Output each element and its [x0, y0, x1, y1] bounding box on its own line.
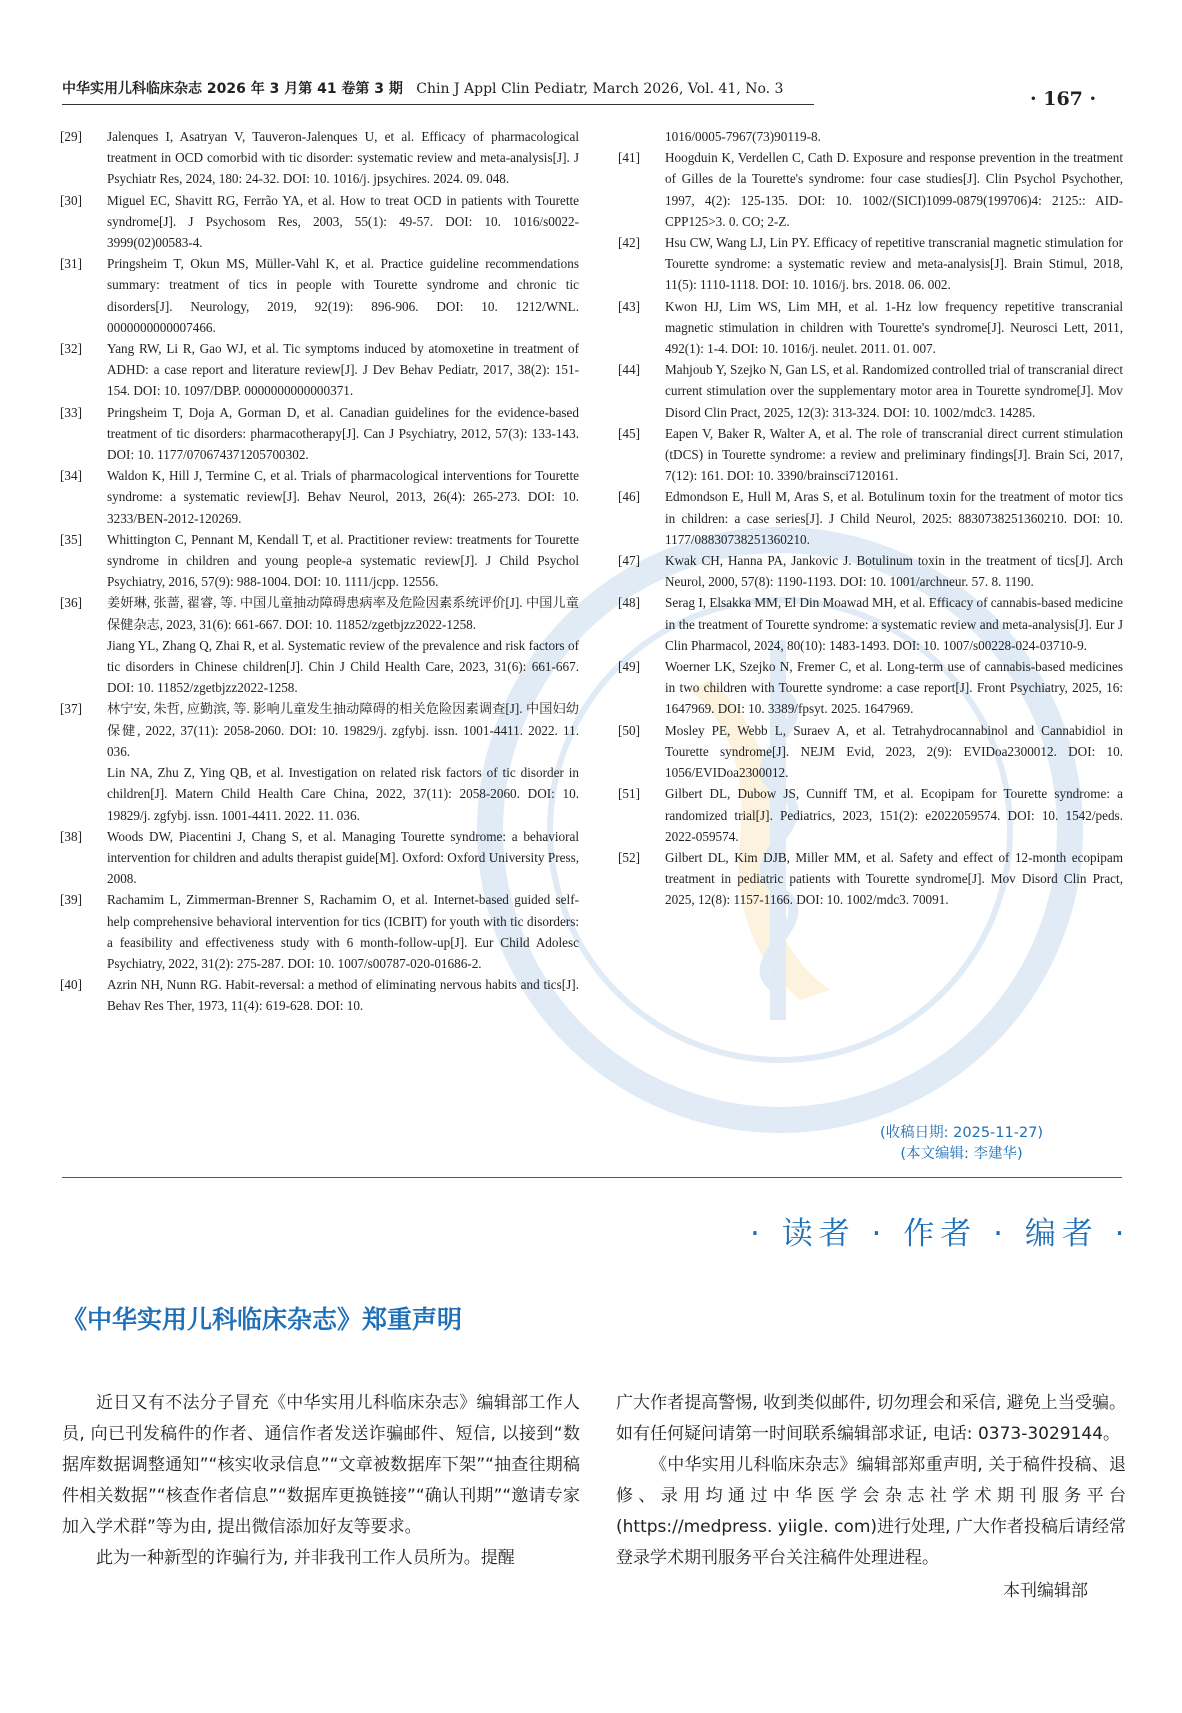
notice-left-column	[62, 1388, 580, 1574]
reference-entry: [35] Whittington C, Pennant M, Kendall T, et al. Practitioner review: treatments for Tourette syndrome in children and young people-a systematic review[J]. J Child Psychol Psychiatry, 2016, 57(9): 988-1004. DOI: 10. 1111/jcpp. 12556.	[60, 531, 579, 590]
running-header	[62, 78, 808, 98]
reference-entry: [51] Gilbert DL, Dubow JS, Cunniff TM, et al. Ecopipam for Tourette syndrome: a randomized trial[J]. Pediatrics, 2023, 151(2): e2022059574. DOI: 10. 1542/peds. 2022-059574.	[618, 786, 1123, 844]
reference-entry: [42] Hsu CW, Wang LJ, Lin PY. Efficacy of repetitive transcranial magnetic stimulation for Tourette syndrome: a systematic review and meta-analysis[J]. Brain Stimul, 2018, 11(5): 1110-1118. DOI: 10. 1016/j. brs. 2018. 06. 002.	[618, 235, 1123, 293]
journal-title-cn: 中华实用儿科临床杂志 2026 年 3 月第 41 卷第 3 期	[62, 81, 403, 97]
notice-signature: 本刊编辑部	[1003, 1581, 1088, 1601]
section-separator	[62, 1177, 1122, 1178]
reference-entry: [30] Miguel EC, Shavitt RG, Ferrão YA, et al. How to treat OCD in patients with Tourette syndrome[J]. J Psychosom Res, 2003, 55(1): 49-57. DOI: 10. 1016/s0022-3999(02)00583-4.	[60, 192, 579, 251]
reference-entry: [52] Gilbert DL, Kim DJB, Miller MM, et al. Safety and effect of 12-month ecopipam treatment in pediatric patients with Tourette syndrome[J]. Mov Disord Clin Pract, 2025, 12(8): 1157-1166. DOI: 10. 1002/mdc3. 70091.	[618, 849, 1123, 908]
reference-entry: [32] Yang RW, Li R, Gao WJ, et al. Tic symptoms induced by atomoxetine in treatment of ADHD: a case report and literature review[J]. J Dev Behav Pediatr, 2017, 38(2): 151-154. DOI: 10. 1097/DBP. 0000000000000371.	[60, 341, 579, 399]
reference-entry: [46] Edmondson E, Hull M, Aras S, et al. Botulinum toxin for the treatment of motor tics in children: a case series[J]. J Child Neurol, 2025: 8830738251360210. DOI: 10. 1177/08830738251360210.	[618, 489, 1123, 547]
reference-entry: [38] Woods DW, Piacentini J, Chang S, et al. Managing Tourette syndrome: a behavioral intervention for children and adults therapist guide[M]. Oxford: Oxford University Press, 2008.	[60, 828, 579, 887]
notice-paragraph: 广大作者提高警惕, 收到类似邮件, 切勿理会和采信, 避免上当受骗。如有任何疑问请第一时间联系编辑部求证, 电话: 0373-3029144。	[616, 1393, 1126, 1444]
references-left-column	[60, 126, 579, 1017]
reference-entry: [40] Azrin NH, Nunn RG. Habit-reversal: a method of eliminating nervous habits and tics[J]. Behav Res Ther, 1973, 11(4): 619-628. DOI: 10.	[60, 977, 579, 1014]
article-editor: (本文编辑: 李建华)	[900, 1146, 1023, 1162]
reference-entry: [44] Mahjoub Y, Szejko N, Gan LS, et al. Randomized controlled trial of transcranial direct current stimulation over the supplementary motor area in Tourette syndrome[J]. Mov Disord Clin Pract, 2025, 12(3): 313-324. DOI: 10. 1002/mdc3. 14285.	[618, 362, 1123, 420]
reference-entry-translation: Lin NA, Zhu Z, Ying QB, et al. Investigation on related risk factors of tic disorder in children[J]. Matern Child Health Care China, 2022, 37(11): 2058-2060. DOI: 10. 19829/j. zgfybj. issn. 1001-4411. 2022. 11. 036.	[107, 765, 579, 823]
reference-entry: [43] Kwon HJ, Lim WS, Lim MH, et al. 1-Hz low frequency repetitive transcranial magnetic stimulation in children with Tourette's syndrome[J]. Neurosci Lett, 2011, 492(1): 1-4. DOI: 10. 1016/j. neulet. 2011. 01. 007.	[618, 298, 1123, 357]
section-banner: · 读者 · 作者 · 编者 ·	[750, 1216, 1131, 1252]
reference-entry: [45] Eapen V, Baker R, Walter A, et al. The role of transcranial direct current stimulation (tDCS) in Tourette syndrome: a review and preliminary findings[J]. Brain Sci, 2017, 7(12): 161. DOI: 10. 3390/brainsci7120161.	[618, 425, 1123, 484]
reference-entry: [49] Woerner LK, Szejko N, Fremer C, et al. Long-term use of cannabis-based medicines in two children with Tourette syndrome: a case report[J]. Front Psychiatry, 2025, 16: 1647969. DOI: 10. 3389/fpsyt. 2025. 1647969.	[618, 659, 1123, 717]
reference-entry: [31] Pringsheim T, Okun MS, Müller-Vahl K, et al. Practice guideline recommendations summary: treatment of tics in people with Tourette syndrome and chronic tic disorders[J]. Neurology, 2019, 92(19): 896-906. DOI: 10. 1212/WNL. 0000000000007466.	[60, 256, 579, 335]
reference-entry: [29] Jalenques I, Asatryan V, Tauveron-Jalenques U, et al. Efficacy of pharmacological treatment in OCD comorbid with tic disorder: systematic review and meta-analysis[J]. J Psychiatr Res, 2024, 180: 24-32. DOI: 10. 1016/j. jpsychires. 2024. 09. 048.	[60, 129, 579, 187]
page-number: · 167 ·	[1030, 88, 1097, 110]
references-right-column	[618, 126, 1123, 911]
received-info	[880, 1123, 1043, 1165]
reference-entry: [47] Kwak CH, Hanna PA, Jankovic J. Botulinum toxin in the treatment of tics[J]. Arch Neurol, 2000, 57(8): 1190-1193. DOI: 10. 1001/archneur. 57. 8. 1190.	[618, 553, 1123, 590]
reference-entry: [41] Hoogduin K, Verdellen C, Cath D. Exposure and response prevention in the treatment of Gilles de la Tourette's syndrome: four case studies[J]. Clin Psychol Psychother, 1997, 4(2): 125-135. DOI: 10. 1002/(SICI)1099-0879(199706)4: 2125:: AID-CPP125>3. 0. CO; 2-Z.	[618, 150, 1123, 229]
reference-entry-continuation: 1016/0005-7967(73)90119-8.	[665, 129, 821, 144]
notice-paragraph: 此为一种新型的诈骗行为, 并非我刊工作人员所为。提醒	[96, 1548, 515, 1568]
header-rule	[62, 104, 814, 105]
reference-entry: [36] 姜妍琳, 张蔷, 翟睿, 等. 中国儿童抽动障碍患病率及危险因素系统评价[J]. 中国儿童保健杂志, 2023, 31(6): 661-667. DOI: 10. 11852/zgetbjzz2022-1258.	[60, 595, 579, 632]
journal-title-en: Chin J Appl Clin Pediatr, March 2026, Vol. 41, No. 3	[416, 81, 784, 97]
reference-entry: [34] Waldon K, Hill J, Termine C, et al. Trials of pharmacological interventions for Tourette syndrome: a systematic review[J]. Behav Neurol, 2013, 26(4): 265-273. DOI: 10. 3233/BEN-2012-120269.	[60, 468, 579, 526]
reference-entry-translation: Jiang YL, Zhang Q, Zhai R, et al. Systematic review of the prevalence and risk factors of tic disorders in Chinese children[J]. Chin J Child Health Care, 2023, 31(6): 661-667. DOI: 10. 11852/zgetbjzz2022-1258.	[107, 637, 579, 696]
notice-paragraph: 《中华实用儿科临床杂志》编辑部郑重声明, 关于稿件投稿、退修、录用均通过中华医学会杂志社学术期刊服务平台(https://medpress. yiigle. com)进行处理, 广大作者投稿后请经常登录学术期刊服务平台关注稿件处理进程。	[616, 1455, 1126, 1568]
reference-entry: [39] Rachamim L, Zimmerman-Brenner S, Rachamim O, et al. Internet-based guided self-help comprehensive behavioral intervention for tics (ICBIT) for youth with tic disorders: a feasibility and effectiveness study with 6 month-follow-up[J]. Eur Child Adolesc Psychiatry, 2022, 31(2): 275-287. DOI: 10. 1007/s00787-020-01686-2.	[60, 892, 579, 971]
reference-entry: [48] Serag I, Elsakka MM, El Din Moawad MH, et al. Efficacy of cannabis-based medicine in the treatment of Tourette syndrome: a systematic review and meta-analysis[J]. Eur J Clin Pharmacol, 2024, 80(10): 1483-1493. DOI: 10. 1007/s00228-024-03710-9.	[618, 595, 1123, 653]
notice-right-column	[616, 1388, 1126, 1607]
received-date: (收稿日期: 2025-11-27)	[880, 1125, 1044, 1141]
reference-entry: [33] Pringsheim T, Doja A, Gorman D, et al. Canadian guidelines for the evidence-based treatment of tic disorders: pharmacotherapy[J]. Can J Psychiatry, 2012, 57(3): 133-143. DOI: 10. 1177/070674371205700302.	[60, 404, 579, 463]
reference-entry: [50] Mosley PE, Webb L, Suraev A, et al. Tetrahydrocannabinol and Cannabidiol in Tourette syndrome[J]. NEJM Evid, 2023, 2(9): EVIDoa2300012. DOI: 10. 1056/EVIDoa2300012.	[618, 722, 1123, 781]
reference-entry: [37] 林宁安, 朱哲, 应勤滨, 等. 影响儿童发生抽动障碍的相关危险因素调查[J]. 中国妇幼保健, 2022, 37(11): 2058-2060. DOI: 10. 19829/j. zgfybj. issn. 1001-4411. 2022. 11. 036.	[60, 701, 579, 759]
notice-paragraph: 近日又有不法分子冒充《中华实用儿科临床杂志》编辑部工作人员, 向已刊发稿件的作者、通信作者发送诈骗邮件、短信, 以接到“数据库数据调整通知”“核实收录信息”“文章被数据库下架”“抽查往期稿件相关数据”“核查作者信息”“数据库更换链接”“确认刊期”“邀请专家加入学术群”等为由, 提出微信添加好友等要求。	[62, 1393, 580, 1537]
notice-title: 《中华实用儿科临床杂志》郑重声明	[62, 1305, 463, 1334]
